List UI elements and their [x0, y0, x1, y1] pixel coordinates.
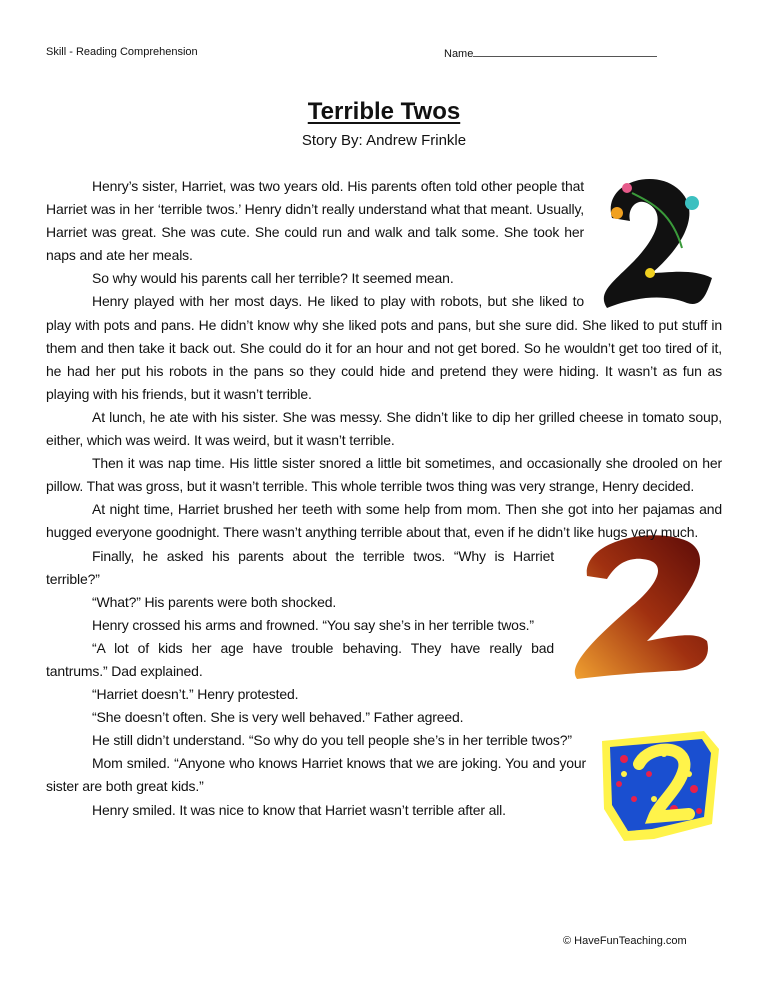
story-paragraph: “A lot of kids her age have trouble behaving. They have really bad tantrums.” Dad explained.: [46, 639, 554, 679]
story-paragraph: Henry smiled. It was nice to know that Harriet wasn’t terrible after all.: [92, 801, 506, 818]
story-title: Terrible Twos: [307, 98, 461, 125]
polka-dot-two-image: [594, 729, 722, 847]
story-paragraph: Henry’s sister, Harriet, was two years old. His parents often told other people that Harriet was in her ‘terrible twos.’ Henry didn’t really understand what that meant. Usually, Harriet was great. She was cute. She could run and walk and talk some. She took her naps and ate her meals.: [46, 178, 584, 264]
flowered-two-image: [592, 173, 722, 313]
story-paragraph: Mom smiled. “Anyone who knows Harriet knows that we are joking. You and your sister are both great kids.”: [46, 755, 586, 795]
story-paragraph: Finally, he asked his parents about the terrible twos. “Why is Harriet terrible?”: [46, 547, 554, 587]
name-field[interactable]: [444, 46, 657, 60]
story-paragraph: “What?” His parents were both shocked.: [92, 593, 337, 610]
name-blank-line: [473, 46, 657, 57]
story-paragraph: So why would his parents call her terrible? It seemed mean.: [92, 270, 454, 287]
story-paragraph: Henry crossed his arms and frowned. “You say she’s in her terrible twos.”: [92, 616, 534, 633]
story-paragraph: Henry played with her most days. He liked to play with robots, but she liked to play with pots and pans. He didn’t know why she liked pots and pans, but she sure did. She liked to put stuff in them and then take it back out. She could do it for an hour and not get bored. So he wouldn’t get too tired of it, he had her put his robots in the pans so they could hide and pretend they were hiding. It wasn’t as fun as playing with his friends, but it wasn’t terrible.: [46, 293, 722, 402]
story-body: [46, 175, 722, 847]
story-paragraph: Then it was nap time. His little sister snored a little bit sometimes, and occasionally she drooled on her pillow. That was gross, but it wasn’t terrible. This whole terrible twos thing was very strange, Henry decided.: [46, 455, 722, 495]
copyright-footer: © HaveFunTeaching.com: [563, 935, 687, 947]
name-label: Name: [444, 48, 474, 60]
skill-label: Skill - Reading Comprehension: [46, 46, 198, 58]
story-paragraph: At lunch, he ate with his sister. She was messy. She didn’t like to dip her grilled cheese in tomato soup, either, which was weird. It was weird, but it wasn’t terrible.: [46, 408, 722, 449]
story-paragraph: He still didn’t understand. “So why do you tell people she’s in her terrible twos?”: [92, 732, 572, 749]
story-paragraph: “She doesn’t often. She is very well behaved.” Father agreed.: [92, 709, 464, 726]
story-paragraph: “Harriet doesn’t.” Henry protested.: [92, 686, 299, 703]
story-byline: Story By: Andrew Frinkle: [301, 132, 467, 149]
story-paragraph: At night time, Harriet brushed her teeth with some help from mom. Then she got into her pajamas and hugged everyone goodnight. There wasn’t anything terrible about that, even if he didn’t like hugs very much.: [46, 501, 722, 541]
